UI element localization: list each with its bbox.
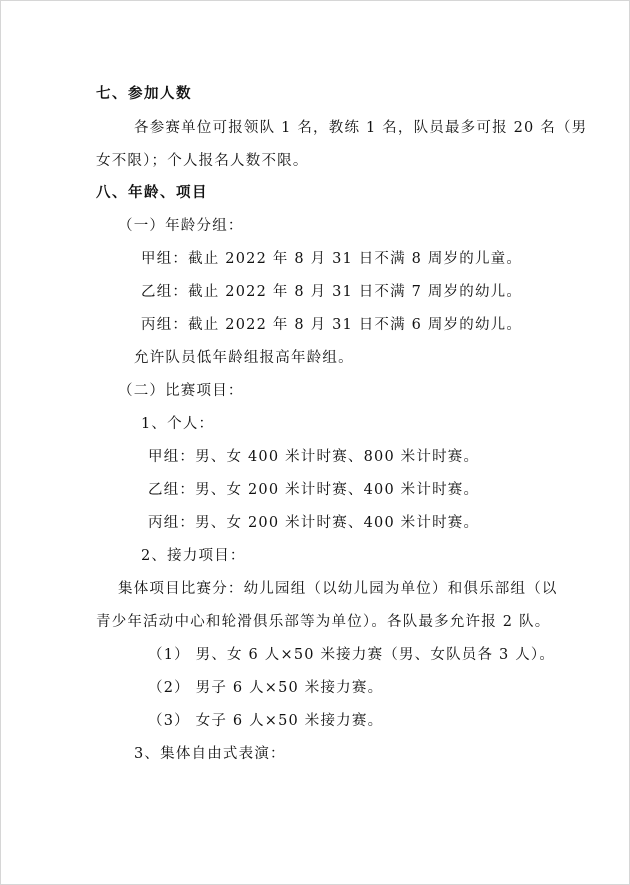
individual-item-a: 甲组：男、女 400 米计时赛、800 米计时赛。 (148, 449, 480, 465)
allow-note: 允许队员低年龄组报高年龄组。 (134, 350, 354, 366)
age-group-a: 甲组：截止 2022 年 8 月 31 日不满 8 周岁的儿童。 (141, 251, 523, 267)
relay-item-2: （2） 男子 6 人×50 米接力赛。 (148, 680, 384, 696)
section-8-heading: 八、年龄、项目 (96, 185, 208, 201)
freestyle-title: 3、集体自由式表演： (134, 746, 286, 762)
relay-paragraph-line-1: 集体项目比赛分：幼儿园组（以幼儿园为单位）和俱乐部组（以 (118, 581, 558, 597)
individual-item-c: 丙组：男、女 200 米计时赛、400 米计时赛。 (148, 515, 480, 531)
section-7-heading: 七、参加人数 (96, 86, 192, 102)
section-7-paragraph-line-2: 女不限）；个人报名人数不限。 (96, 153, 309, 169)
section-7-paragraph-line-1: 各参赛单位可报领队 1 名，教练 1 名，队员最多可报 20 名（男 (134, 120, 588, 136)
age-group-b: 乙组：截止 2022 年 8 月 31 日不满 7 周岁的幼儿。 (141, 284, 523, 300)
events-title: （二）比赛项目： (118, 383, 244, 399)
relay-item-3: （3） 女子 6 人×50 米接力赛。 (148, 713, 384, 729)
relay-paragraph-line-2: 青少年活动中心和轮滑俱乐部等为单位）。各队最多允许报 2 队。 (96, 614, 551, 630)
relay-title: 2、接力项目： (141, 548, 246, 564)
age-group-title: （一）年龄分组： (118, 218, 244, 234)
individual-item-b: 乙组：男、女 200 米计时赛、400 米计时赛。 (148, 482, 480, 498)
relay-item-1: （1） 男、女 6 人×50 米接力赛（男、女队员各 3 人）。 (148, 647, 556, 663)
individual-title: 1、个人： (141, 416, 215, 432)
age-group-c: 丙组：截止 2022 年 8 月 31 日不满 6 周岁的幼儿。 (141, 317, 523, 333)
